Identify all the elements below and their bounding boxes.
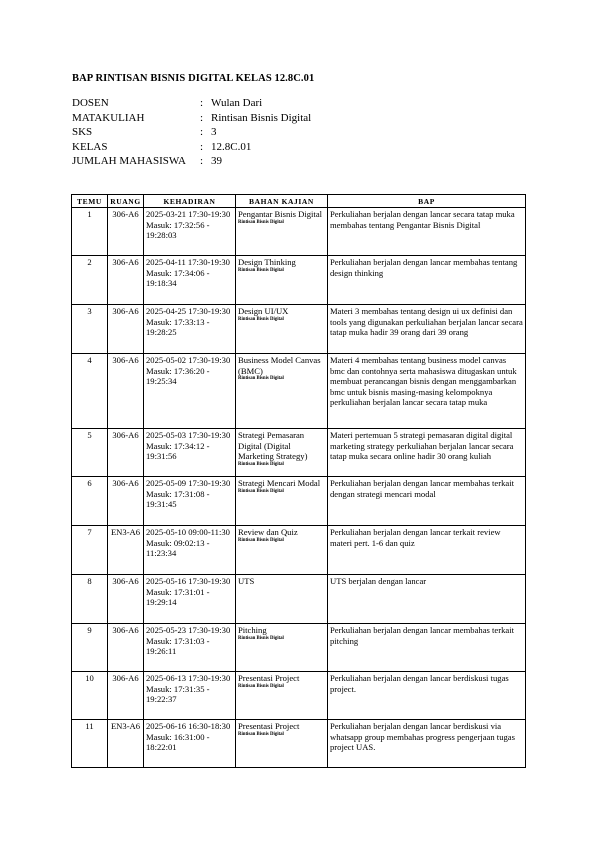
bap-cell: Materi 3 membahas tentang design ui ux definisi dan tools yang digunakan perkuliahan berjalan lancar secara tatap muka hadir 39 orang dari 39 orang <box>328 305 526 354</box>
meeting-number: 3 <box>72 305 108 354</box>
bap-cell: Perkuliahan berjalan dengan lancar membahas tentang design thinking <box>328 256 526 305</box>
meeting-number: 4 <box>72 354 108 429</box>
topic-course-tag: Rintisan Bisnis Digital <box>238 537 284 543</box>
topic-course-tag: Rintisan Bisnis Digital <box>238 376 284 382</box>
topic-cell <box>236 477 328 526</box>
topic-title: Strategi Pemasaran Digital (Digital Marketing Strategy) <box>238 430 308 462</box>
table-row <box>72 354 526 429</box>
room-cell: 306-A6 <box>108 256 144 305</box>
topic-title: Presentasi Project <box>238 721 300 731</box>
topic-title: Pengantar Bisnis Digital <box>238 209 323 219</box>
topic-course-tag: Rintisan Bisnis Digital <box>238 635 284 641</box>
topic-course-tag: Rintisan Bisnis Digital <box>238 683 284 689</box>
attendance-cell: 2025-05-16 17:30-19:30 Masuk: 17:31:01 - 19:29:14 <box>144 575 236 624</box>
attendance-cell: 2025-04-25 17:30-19:30 Masuk: 17:33:13 - 19:28:25 <box>144 305 236 354</box>
info-separator: : <box>200 140 204 153</box>
topic-cell <box>236 526 328 575</box>
bap-cell: Perkuliahan berjalan dengan lancar secara tatap muka membahas tentang Pengantar Bisnis Digital <box>328 208 526 256</box>
table-row <box>72 256 526 305</box>
bap-cell: Perkuliahan berjalan dengan lancar berdiskusi tugas project. <box>328 672 526 720</box>
meeting-number: 1 <box>72 208 108 256</box>
info-row-credits <box>72 125 311 140</box>
table-row <box>72 526 526 575</box>
topic-course-tag: Rintisan Bisnis Digital <box>238 219 284 225</box>
topic-title: Design UI/UX <box>238 306 289 316</box>
info-row-lecturer <box>72 96 311 111</box>
table-row <box>72 477 526 526</box>
info-key: DOSEN <box>72 97 109 109</box>
topic-cell <box>236 672 328 720</box>
bap-cell: Materi 4 membahas tentang business model canvas bmc dan contohnya serta mahasiswa ditugaskan untuk membuat perancangan bisnis dengan menggambarkan bmc untuk bisnis masing-masing kelompoknya perkuliahan berjalan lancar secara tatap muka <box>328 354 526 429</box>
header-meeting: TEMU <box>72 195 108 208</box>
topic-course-tag: Rintisan Bisnis Digital <box>238 267 284 273</box>
topic-course-tag: Rintisan Bisnis Digital <box>238 316 284 322</box>
info-separator: : <box>200 126 204 139</box>
bap-cell: Perkuliahan berjalan dengan lancar membahas terkait pitching <box>328 624 526 672</box>
info-row-students <box>72 154 311 169</box>
meeting-number: 10 <box>72 672 108 720</box>
attendance-cell: 2025-05-09 17:30-19:30 Masuk: 17:31:08 - 19:31:45 <box>144 477 236 526</box>
topic-cell <box>236 575 328 624</box>
attendance-cell: 2025-05-02 17:30-19:30 Masuk: 17:36:20 - 19:25:34 <box>144 354 236 429</box>
info-key: SKS <box>72 126 93 139</box>
bap-cell: Perkuliahan berjalan dengan lancar terkait review materi pert. 1-6 dan quiz <box>328 526 526 575</box>
info-value: 12.8C.01 <box>211 140 252 153</box>
topic-title: Design Thinking <box>238 257 296 267</box>
info-separator: : <box>200 111 204 124</box>
topic-cell <box>236 720 328 768</box>
info-separator: : <box>200 155 204 168</box>
room-cell: 306-A6 <box>108 477 144 526</box>
room-cell: 306-A6 <box>108 354 144 429</box>
room-cell: EN3-A6 <box>108 526 144 575</box>
room-cell: 306-A6 <box>108 624 144 672</box>
topic-cell <box>236 624 328 672</box>
room-cell: EN3-A6 <box>108 720 144 768</box>
info-value: Rintisan Bisnis Digital <box>211 111 312 124</box>
header-room: RUANG <box>108 195 144 208</box>
topic-title: Business Model Canvas (BMC) <box>238 355 321 376</box>
bap-cell: Perkuliahan berjalan dengan lancar berdiskusi via whatsapp group membahas progress pengerjaan tugas project UAS. <box>328 720 526 768</box>
info-separator: : <box>200 97 204 109</box>
meeting-number: 9 <box>72 624 108 672</box>
meeting-number: 7 <box>72 526 108 575</box>
table-row <box>72 720 526 768</box>
meeting-number: 2 <box>72 256 108 305</box>
topic-course-tag: Rintisan Bisnis Digital <box>238 461 284 467</box>
course-info <box>72 96 311 169</box>
bap-cell: Perkuliahan berjalan dengan lancar membahas terkait dengan strategi mencari modal <box>328 477 526 526</box>
info-value: Wulan Dari <box>211 97 263 109</box>
room-cell: 306-A6 <box>108 305 144 354</box>
info-row-class <box>72 140 311 155</box>
attendance-cell: 2025-06-16 16:30-18:30 Masuk: 16:31:00 - 18:22:01 <box>144 720 236 768</box>
room-cell: 306-A6 <box>108 208 144 256</box>
attendance-cell: 2025-05-10 09:00-11:30 Masuk: 09:02:13 - 11:23:34 <box>144 526 236 575</box>
info-row-course <box>72 111 311 126</box>
info-key: KELAS <box>72 140 108 153</box>
meeting-number: 6 <box>72 477 108 526</box>
room-cell: 306-A6 <box>108 672 144 720</box>
bap-cell: UTS berjalan dengan lancar <box>328 575 526 624</box>
topic-course-tag: Rintisan Bisnis Digital <box>238 488 284 494</box>
info-key: JUMLAH MAHASISWA <box>72 155 186 168</box>
table-row <box>72 429 526 477</box>
header-attendance: KEHADIRAN <box>144 195 236 208</box>
table-row <box>72 208 526 256</box>
attendance-cell: 2025-03-21 17:30-19:30 Masuk: 17:32:56 - 19:28:03 <box>144 208 236 256</box>
table-row <box>72 305 526 354</box>
info-key: MATAKULIAH <box>72 111 145 124</box>
info-value: 3 <box>211 126 217 139</box>
table-row <box>72 575 526 624</box>
topic-title: Pitching <box>238 625 267 635</box>
topic-cell <box>236 354 328 429</box>
bap-cell: Materi pertemuan 5 strategi pemasaran digital digital marketing strategy perkuliahan berjalan lancar secara tatap muka secara online hadir 30 orang kuliah <box>328 429 526 477</box>
topic-title: Strategi Mencari Modal <box>238 478 321 488</box>
attendance-cell: 2025-05-23 17:30-19:30 Masuk: 17:31:03 - 19:26:11 <box>144 624 236 672</box>
topic-cell <box>236 429 328 477</box>
topic-cell <box>236 305 328 354</box>
topic-cell <box>236 208 328 256</box>
table-header-row <box>72 195 526 208</box>
meeting-number: 11 <box>72 720 108 768</box>
bap-table <box>71 194 526 768</box>
attendance-cell: 2025-05-03 17:30-19:30 Masuk: 17:34:12 - 19:31:56 <box>144 429 236 477</box>
info-value: 39 <box>211 155 222 168</box>
document-title: BAP RINTISAN BISNIS DIGITAL KELAS 12.8C.01 <box>72 73 315 84</box>
room-cell: 306-A6 <box>108 429 144 477</box>
attendance-cell: 2025-04-11 17:30-19:30 Masuk: 17:34:06 - 19:18:34 <box>144 256 236 305</box>
topic-course-tag: Rintisan Bisnis Digital <box>238 731 284 737</box>
meeting-number: 5 <box>72 429 108 477</box>
topic-title: UTS <box>238 576 255 586</box>
room-cell: 306-A6 <box>108 575 144 624</box>
table-row <box>72 672 526 720</box>
table-row <box>72 624 526 672</box>
header-bap: BAP <box>328 195 526 208</box>
attendance-cell: 2025-06-13 17:30-19:30 Masuk: 17:31:35 - 19:22:37 <box>144 672 236 720</box>
topic-cell <box>236 256 328 305</box>
topic-title: Review dan Quiz <box>238 527 298 537</box>
topic-title: Presentasi Project <box>238 673 300 683</box>
header-topic: BAHAN KAJIAN <box>236 195 328 208</box>
meeting-number: 8 <box>72 575 108 624</box>
